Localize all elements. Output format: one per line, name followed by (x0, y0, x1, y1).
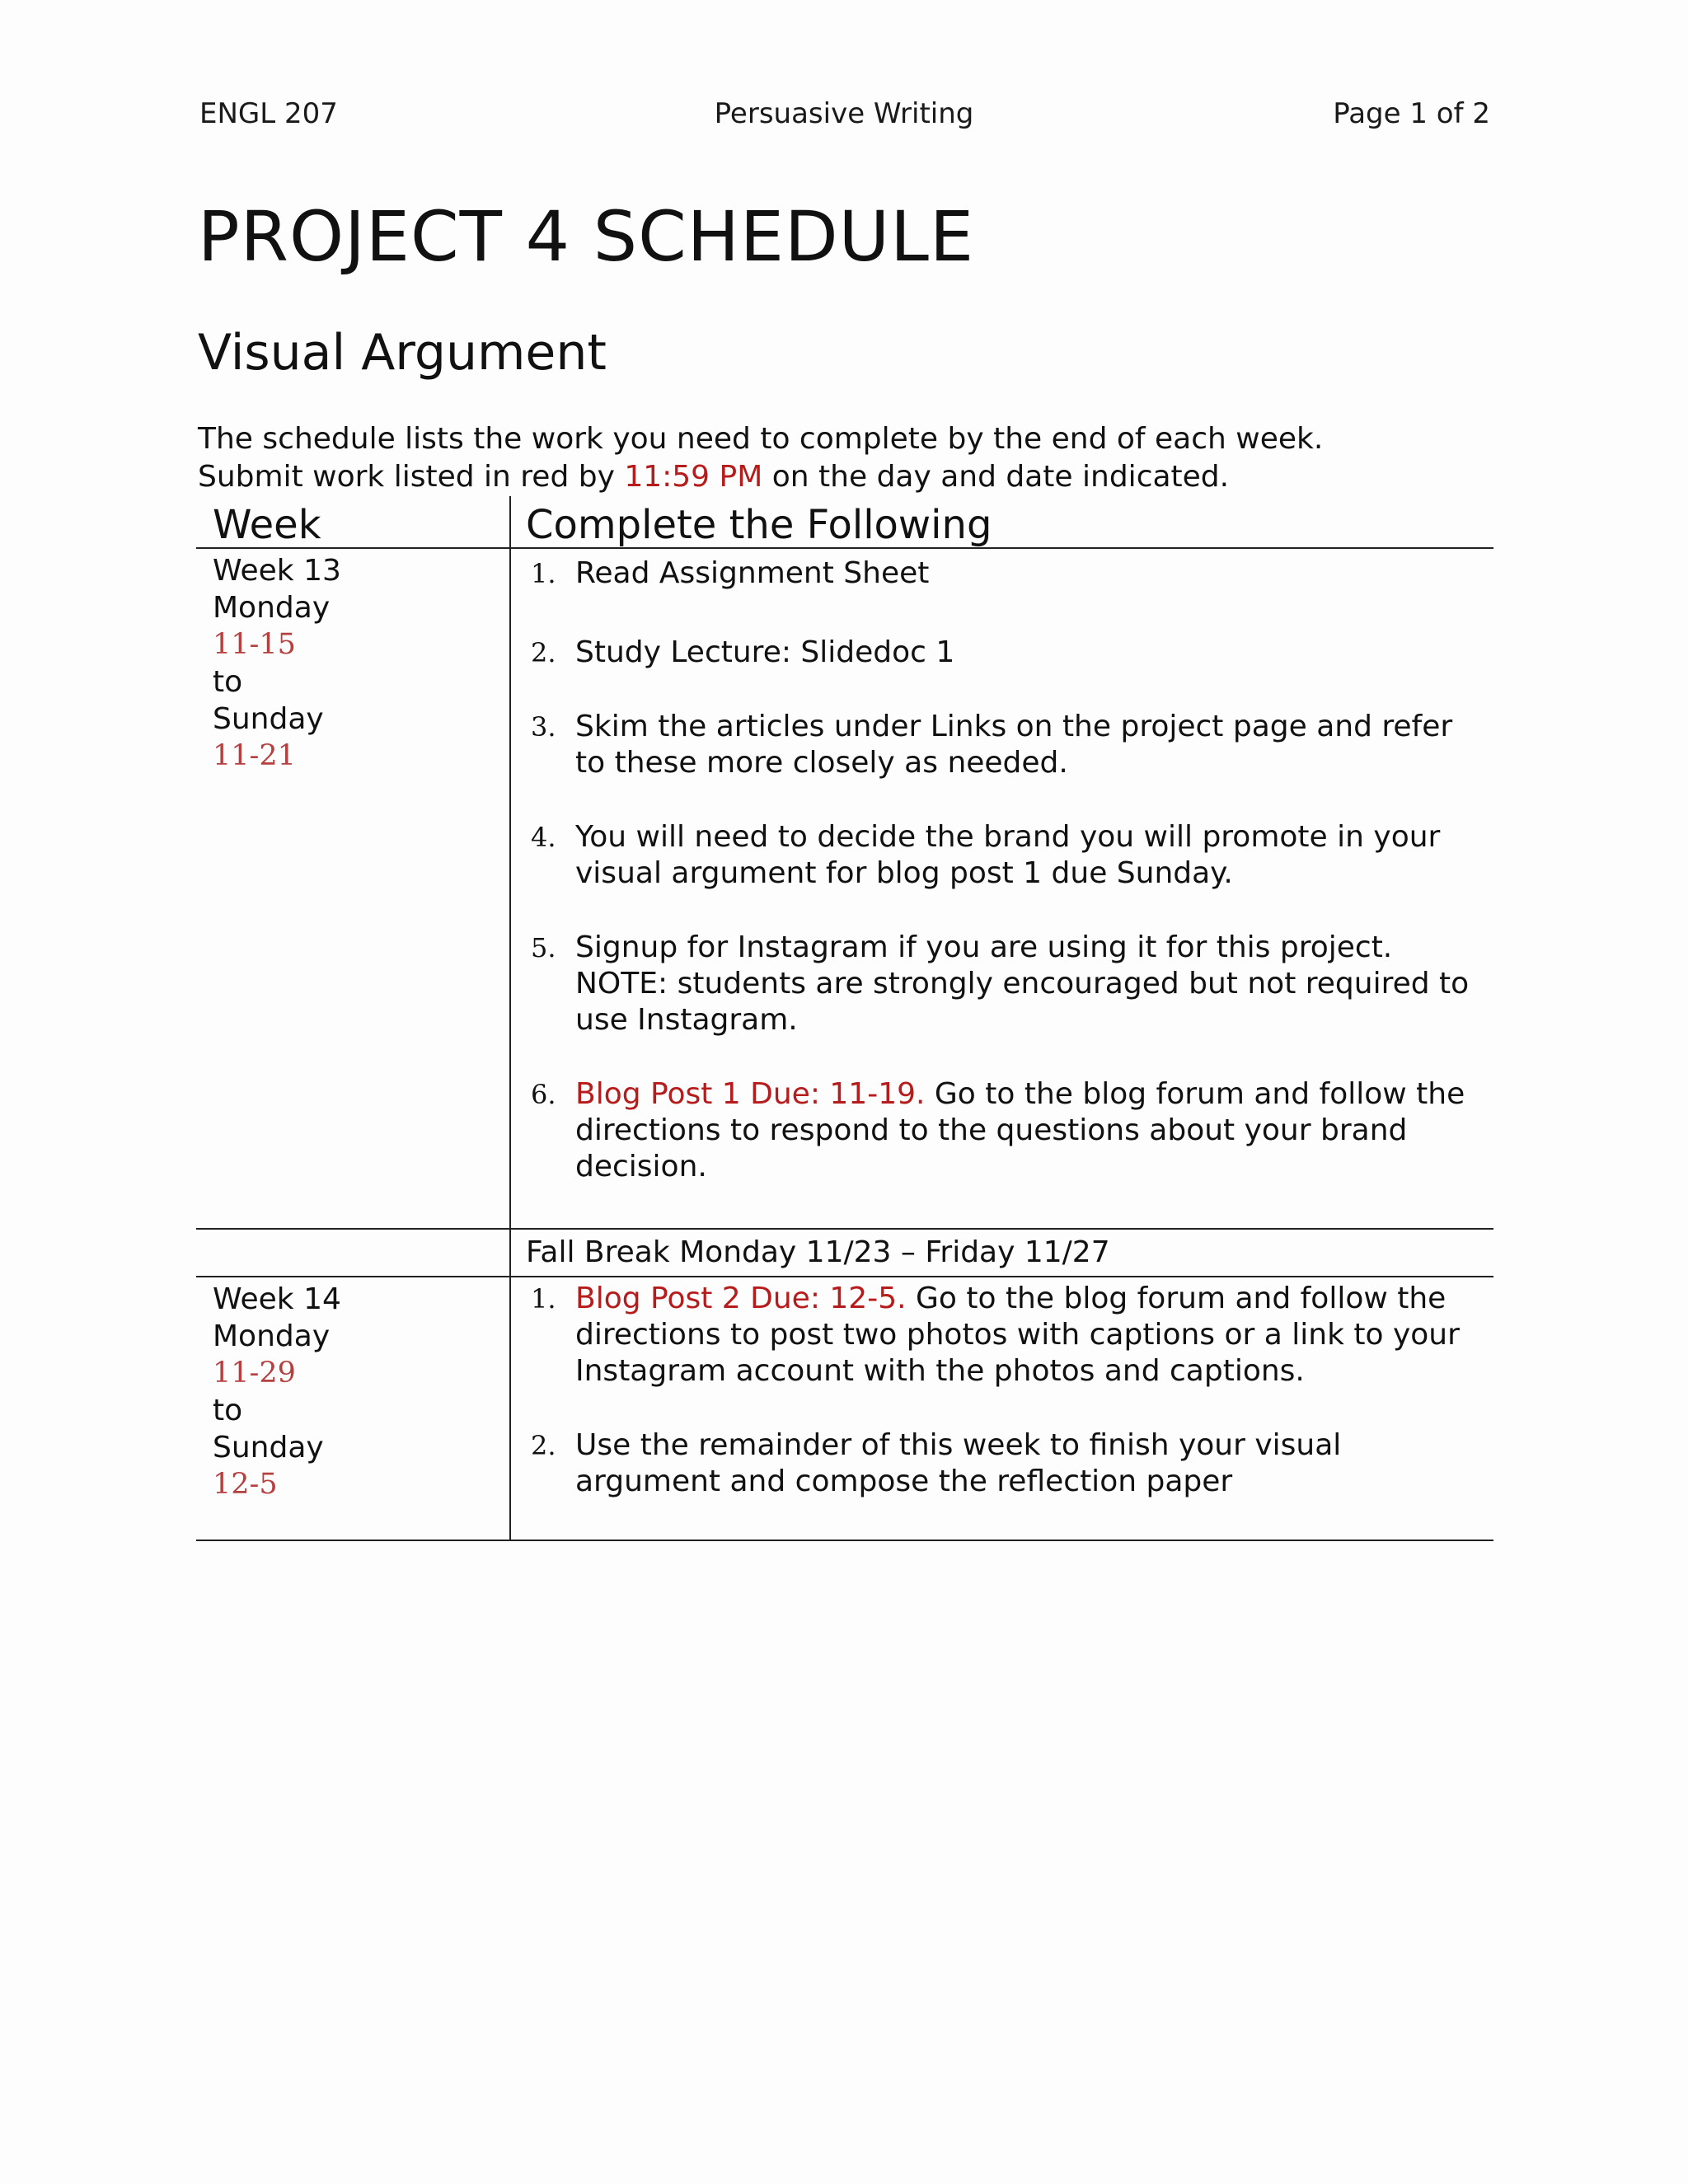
list-item-text: Go to the blog forum and follow the directions to post two photos with captions or a link to your Instagram account with the photos and captions. (575, 1282, 1460, 1388)
end-date: 12-5 (213, 1468, 278, 1501)
week-14-task-list (526, 1281, 1493, 1500)
list-item (526, 819, 1493, 892)
list-item-number: 5. (531, 932, 556, 963)
list-item (526, 709, 1493, 781)
list-item-text: You will need to decide the brand you will promote in your visual argument for blog post 1 due Sunday. (575, 820, 1441, 890)
list-item (526, 635, 1493, 671)
list-item-text: Use the remainder of this week to finish your visual argument and compose the reflection paper (575, 1428, 1342, 1498)
column-header-tasks: Complete the Following (509, 496, 1493, 547)
table-row-fall-break (196, 1230, 1493, 1277)
fall-break-note: Fall Break Monday 11/23 – Friday 11/27 (509, 1230, 1493, 1276)
intro-line-2-start: Submit work listed in red by (198, 460, 625, 494)
list-item-number: 4. (531, 822, 556, 853)
to-label: to (213, 665, 243, 699)
to-label: to (213, 1394, 243, 1427)
start-date: 11-15 (213, 628, 296, 661)
list-item-number: 2. (531, 637, 556, 668)
intro-line-2-end: on the day and date indicated. (762, 460, 1230, 494)
list-item-text: Signup for Instagram if you are using it for this project. NOTE: students are strongly encouraged but not required to use Instagram. (575, 930, 1470, 1037)
list-item (526, 1427, 1493, 1500)
week-label: Week 14 (213, 1282, 341, 1316)
page-subtitle: Visual Argument (198, 324, 607, 382)
week-13-cell (196, 549, 509, 1228)
column-header-week: Week (213, 502, 321, 548)
list-item-number: 3. (531, 711, 556, 743)
end-day: Sunday (213, 1431, 324, 1465)
due-label: Blog Post 2 Due: (575, 1282, 830, 1315)
due-date: 11-19. (829, 1077, 926, 1111)
due-date: 12-5. (829, 1282, 907, 1315)
list-item-text: Go to the blog forum and follow the directions to respond to the questions about your brand decision. (575, 1077, 1465, 1183)
list-item-number: 1. (531, 558, 556, 589)
deadline-time: 11:59 PM (624, 460, 763, 494)
week-14-tasks-cell (509, 1277, 1493, 1540)
intro-line-1: The schedule lists the work you need to complete by the end of each week. (198, 422, 1324, 456)
list-item (526, 930, 1493, 1038)
list-item (526, 555, 1493, 592)
table-row-week-14 (196, 1277, 1493, 1541)
list-item-number: 1. (531, 1283, 556, 1315)
week-14-cell (196, 1277, 509, 1540)
list-item-number: 6. (531, 1079, 556, 1110)
list-item-number: 2. (531, 1430, 556, 1461)
week-13-task-list (526, 555, 1493, 1185)
header-course-title: Persuasive Writing (714, 97, 974, 130)
start-day: Monday (213, 591, 331, 625)
start-date: 11-29 (213, 1357, 296, 1390)
list-item-text: Study Lecture: Slidedoc 1 (575, 635, 955, 669)
fall-break-empty-cell (196, 1230, 509, 1276)
header-page-number: Page 1 of 2 (1333, 97, 1490, 130)
schedule-table (196, 496, 1493, 1541)
end-date: 11-21 (213, 739, 296, 772)
table-header-row (196, 496, 1493, 549)
header-course: ENGL 207 (199, 97, 338, 130)
intro-text (198, 420, 1323, 496)
week-label: Week 13 (213, 554, 341, 588)
list-item-text: Skim the articles under Links on the project page and refer to these more closely as needed. (575, 710, 1453, 780)
list-item (526, 1281, 1493, 1390)
start-day: Monday (213, 1319, 331, 1353)
list-item-text: Read Assignment Sheet (575, 556, 930, 590)
list-item (526, 1076, 1493, 1185)
end-day: Sunday (213, 702, 324, 736)
due-label: Blog Post 1 Due: (575, 1077, 830, 1111)
page-title: PROJECT 4 SCHEDULE (198, 196, 975, 277)
intro-line-2 (198, 458, 1323, 496)
week-13-tasks-cell (509, 549, 1493, 1228)
table-row-week-13 (196, 549, 1493, 1230)
